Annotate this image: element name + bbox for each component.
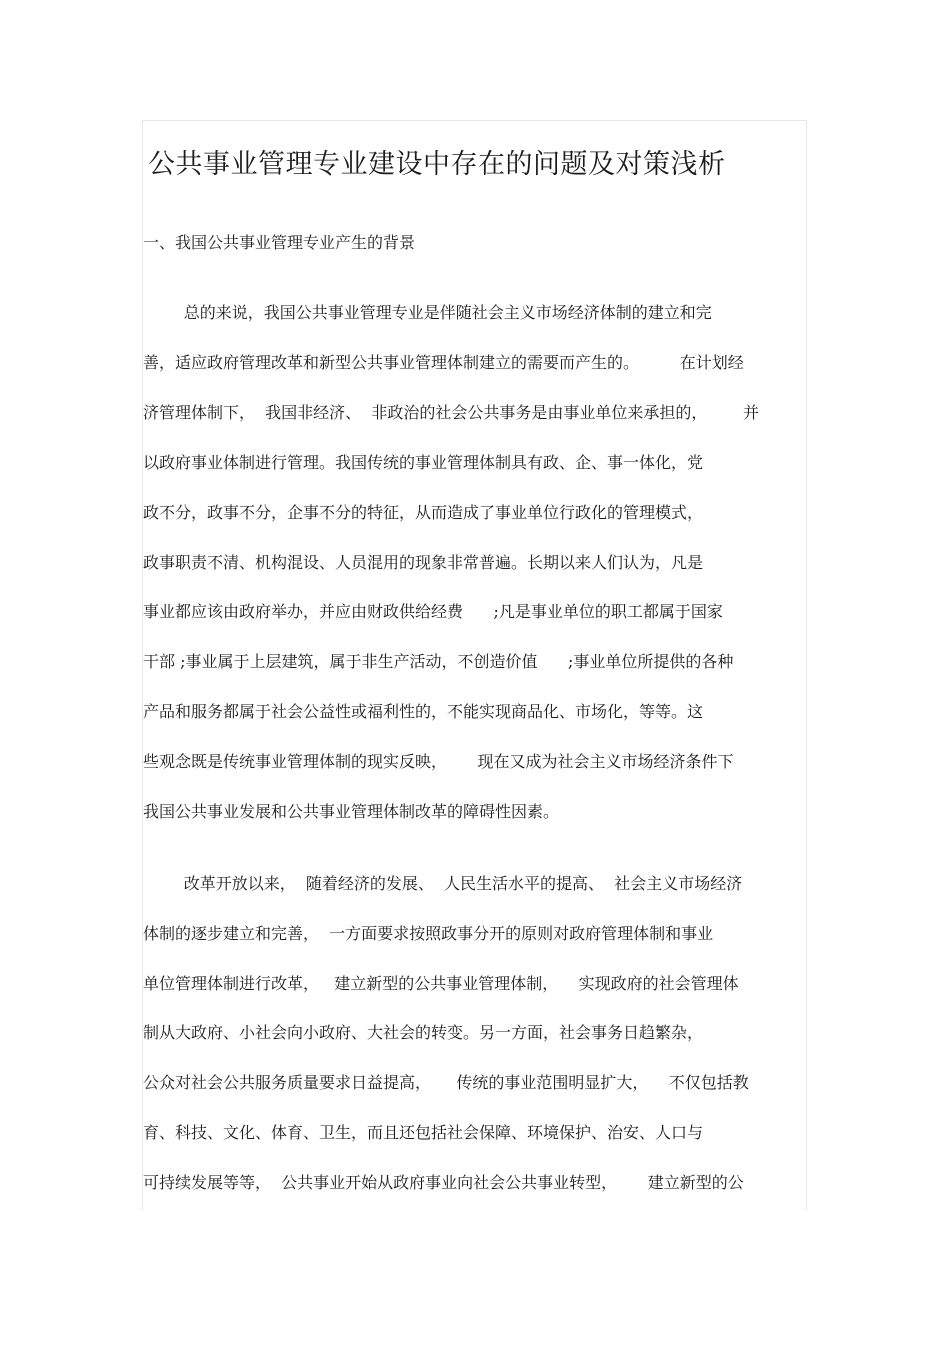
paragraph-line: 可持续发展等等， 公共事业开始从政府事业向社会公共事业转型， 建立新型的公 xyxy=(143,1173,744,1192)
paragraph-line: 我国公共事业发展和公共事业管理体制改革的障碍性因素。 xyxy=(143,802,560,821)
paragraph-line: 干部 ;事业属于上层建筑，属于非生产活动，不创造价值 ;事业单位所提供的各种 xyxy=(143,652,734,671)
document-title: 公共事业管理专业建设中存在的问题及对策浅析 xyxy=(148,149,726,180)
section-heading: 一、我国公共事业管理专业产生的背景 xyxy=(143,233,416,252)
paragraph-line: 善，适应政府管理改革和新型公共事业管理体制建立的需要而产生的。 在计划经 xyxy=(143,353,744,372)
paragraph-line: 制从大政府、小社会向小政府、大社会的转变。另一方面，社会事务日趋繁杂， xyxy=(143,1023,704,1042)
paragraph-line: 政事职责不清、机构混设、人员混用的现象非常普遍。长期以来人们认为，凡是 xyxy=(143,553,704,572)
paragraph-line: 些观念既是传统事业管理体制的现实反映， 现在又成为社会主义市场经济条件下 xyxy=(143,752,734,771)
paragraph-line: 总的来说，我国公共事业管理专业是伴随社会主义市场经济体制的建立和完 xyxy=(143,303,712,322)
paragraph-line: 以政府事业体制进行管理。我国传统的事业管理体制具有政、企、事一体化，党 xyxy=(143,453,704,472)
paragraph-line: 公众对社会公共服务质量要求日益提高， 传统的事业范围明显扩大， 不仅包括教 xyxy=(143,1073,749,1092)
paragraph-line: 事业都应该由政府举办，并应由财政供给经费 ;凡是事业单位的职工都属于国家 xyxy=(143,602,723,621)
paragraph-line: 体制的逐步建立和完善， 一方面要求按照政事分开的原则对政府管理体制和事业 xyxy=(143,924,714,943)
paragraph-line: 单位管理体制进行改革， 建立新型的公共事业管理体制， 实现政府的社会管理体 xyxy=(143,974,739,993)
paragraph-line: 育、科技、文化、体育、卫生，而且还包括社会保障、环境保护、治安、人口与 xyxy=(143,1123,704,1142)
paragraph-line: 政不分，政事不分，企事不分的特征，从而造成了事业单位行政化的管理模式， xyxy=(143,503,704,522)
paragraph-line: 产品和服务都属于社会公益性或福利性的，不能实现商品化、市场化，等等。这 xyxy=(143,702,704,721)
paragraph-line: 济管理体制下， 我国非经济、 非政治的社会公共事务是由事业单位来承担的， 并 xyxy=(143,403,759,422)
paragraph-line: 改革开放以来， 随着经济的发展、 人民生活水平的提高、 社会主义市场经济 xyxy=(143,874,743,893)
